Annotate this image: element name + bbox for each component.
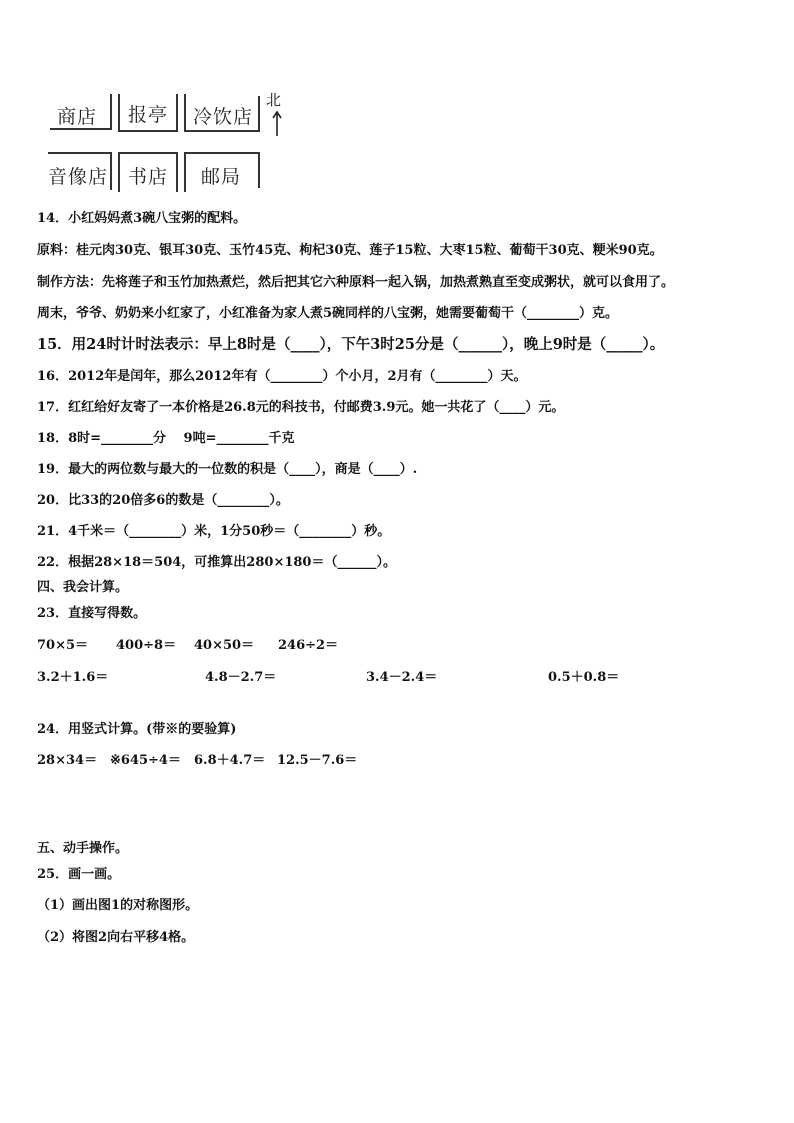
map-block-line <box>110 94 112 130</box>
map-shop-post-office: 邮局 <box>201 166 242 188</box>
q25-part2: （2）将图2向右平移4格。 <box>37 930 195 945</box>
q15-text: 15．用24时计时法表示：早上8时是（____），下午3时25分是（______），晚上9时是（_____）。 <box>37 336 665 353</box>
q23-expr: 400÷8＝ <box>116 638 177 653</box>
q23-expr: 70×5＝ <box>37 638 89 653</box>
q14-ingredients: 原料：桂元肉30克、银耳30克、玉竹45克、枸杞30克、莲子15粒、大枣15粒、葡萄干30克、粳米90克。 <box>37 243 663 258</box>
map-block-line <box>118 94 120 132</box>
q14-title: 14．小红妈妈煮3碗八宝粥的配料。 <box>37 211 247 226</box>
q19-text: 19．最大的两位数与最大的一位数的积是（____），商是（____）. <box>37 462 418 477</box>
q24-title: 24．用竖式计算。(带※的要验算) <box>37 722 237 737</box>
map-shop-bookstore: 书店 <box>128 166 169 188</box>
map-block-line <box>48 152 112 154</box>
map-block-line <box>184 94 186 132</box>
q24-expr: ※645÷4＝ <box>110 753 181 768</box>
q23-expr: 246÷2＝ <box>278 638 339 653</box>
section-5-heading: 五、动手操作。 <box>37 841 129 856</box>
q14-question: 周末，爷爷、奶奶来小红家了，小红准备为家人煮5碗同样的八宝粥，她需要葡萄干（________）克。 <box>37 306 619 321</box>
q22-text: 22．根据28×18＝504，可推算出280×180＝（______）。 <box>37 555 396 570</box>
map-shop-cold-drinks: 冷饮店 <box>193 106 254 128</box>
q16-text: 16．2012年是闰年，那么2012年有（________）个小月，2月有（________）天。 <box>37 369 527 384</box>
q23-title: 23．直接写得数。 <box>37 606 147 621</box>
map-block-line <box>258 96 260 132</box>
map-block-line <box>176 94 178 132</box>
map-block-line <box>50 128 112 130</box>
q17-text: 17．红红给好友寄了一本价格是26.8元的科技书，付邮费3.9元。她一共花了（____）元。 <box>37 400 565 415</box>
map-block-line <box>258 152 260 188</box>
map-shop-audio-video: 音像店 <box>48 166 109 188</box>
q23-expr: 3.2＋1.6＝ <box>37 670 109 685</box>
north-label: 北 <box>266 91 282 109</box>
map-shop-newsstand: 报亭 <box>128 104 169 126</box>
q18-text: 18．8时=________分 9吨=________千克 <box>37 431 295 446</box>
q21-text: 21．4千米＝（________）米，1分50秒＝（________）秒。 <box>37 524 391 539</box>
north-arrow-icon <box>272 110 282 136</box>
q23-expr: 3.4－2.4＝ <box>366 670 438 685</box>
q24-expr: 28×34＝ <box>37 753 98 768</box>
map-block-line <box>118 152 120 192</box>
map-block-line <box>184 152 186 192</box>
q25-title: 25．画一画。 <box>37 867 121 882</box>
map-block-line <box>184 152 260 154</box>
map-block-line <box>118 130 178 132</box>
q24-expr: 12.5－7.6＝ <box>277 753 358 768</box>
map-block-line <box>176 152 178 192</box>
q20-text: 20．比33的20倍多6的数是（________）。 <box>37 493 289 508</box>
q23-expr: 0.5＋0.8＝ <box>548 670 620 685</box>
q24-expr: 6.8＋4.7＝ <box>194 753 266 768</box>
map-block-line <box>118 152 176 154</box>
map-block-line <box>110 152 112 190</box>
map-shop-store: 商店 <box>57 106 98 128</box>
map-block-line <box>184 130 260 132</box>
q23-expr: 40×50＝ <box>194 638 255 653</box>
section-4-heading: 四、我会计算。 <box>37 580 129 595</box>
q23-expr: 4.8－2.7＝ <box>205 670 277 685</box>
q25-part1: （1）画出图1的对称图形。 <box>37 898 199 913</box>
street-map-figure <box>44 88 304 198</box>
q14-method: 制作方法：先将莲子和玉竹加热煮烂，然后把其它六种原料一起入锅，加热煮熟直至变成粥状，就可以食用了。 <box>37 275 675 290</box>
